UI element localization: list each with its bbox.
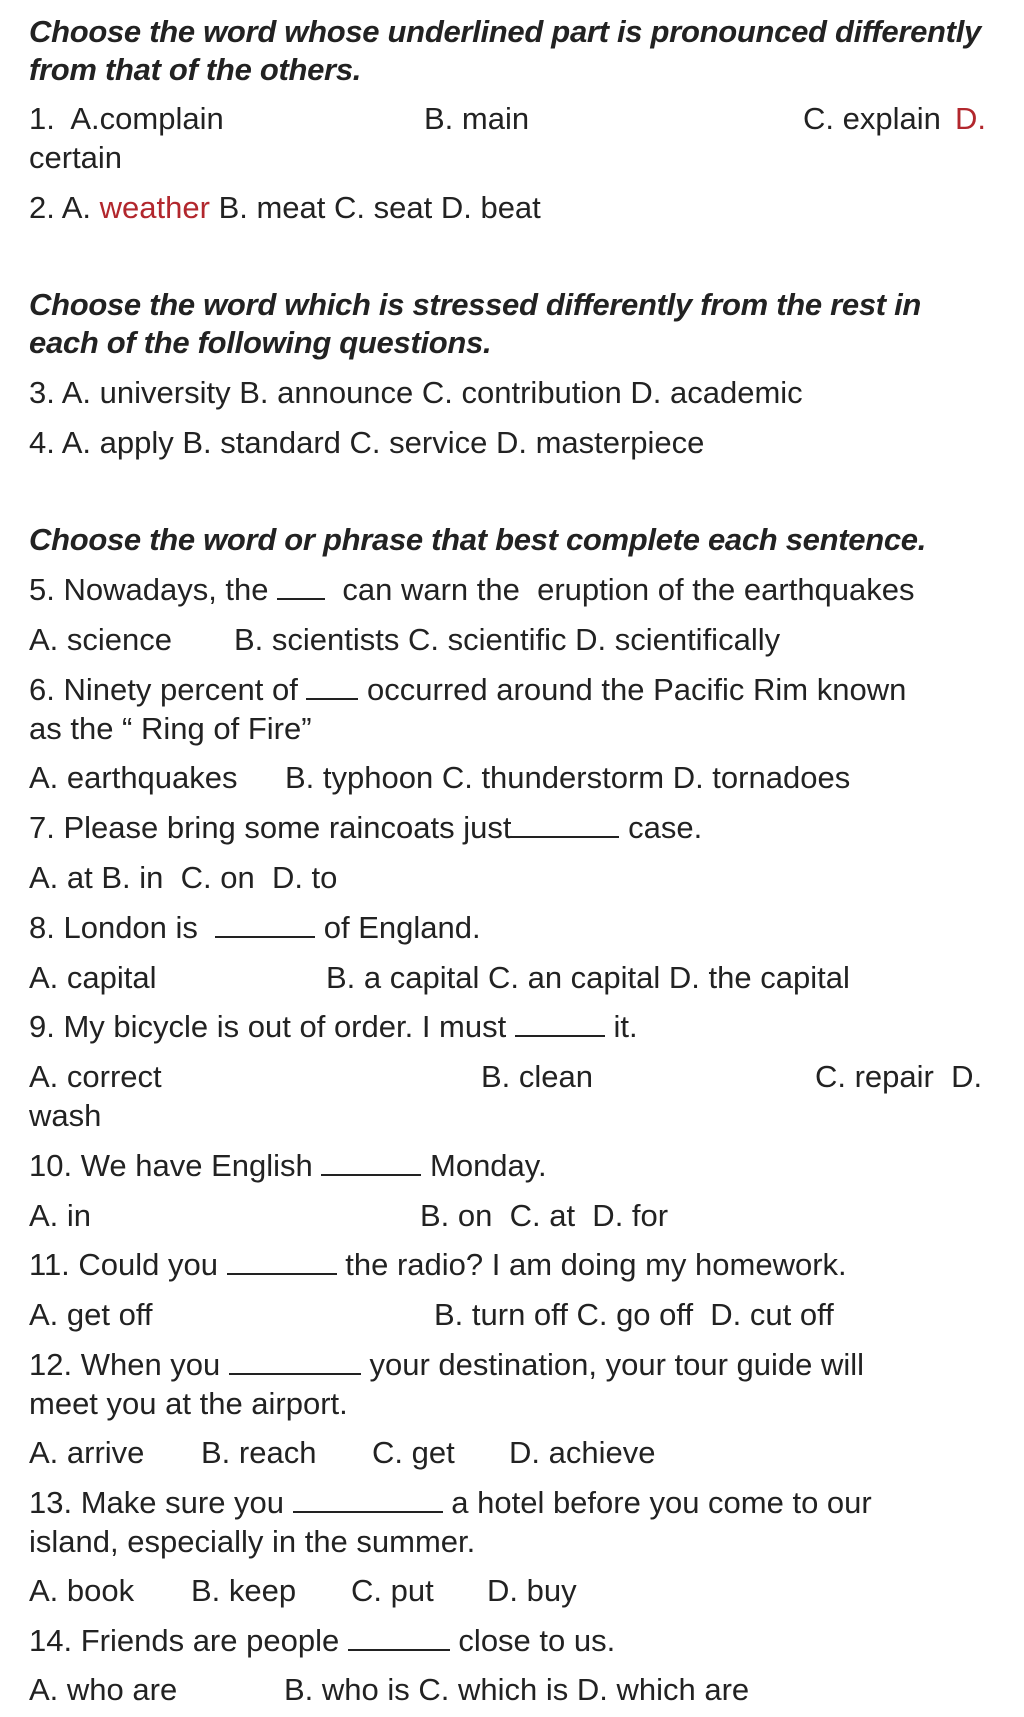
question-12-blank — [229, 1347, 361, 1375]
question-2-a-label: 2. A. — [29, 190, 100, 225]
question-6-stem: 6. Ninety percent of — [29, 672, 307, 707]
question-1-b: B. main — [424, 101, 530, 136]
question-12-line2: meet you at the airport. — [29, 1386, 348, 1421]
question-2 — [29, 188, 541, 227]
question-9-option-d: wash — [29, 1098, 102, 1133]
question-7-options: A. at B. in C. on D. to — [29, 860, 338, 895]
question-5-option-a: A. science — [29, 622, 173, 657]
question-9-option-a: A. correct — [29, 1059, 162, 1094]
question-10-option-a: A. in — [29, 1198, 92, 1233]
question-13-blank — [293, 1485, 443, 1513]
question-14-option-a: A. who are — [29, 1672, 178, 1707]
section-heading-completion: Choose the word or phrase that best complete each sentence. — [29, 522, 927, 557]
question-10 — [29, 1146, 547, 1185]
question-10-options: B. on C. at D. for — [420, 1198, 669, 1233]
question-12-option-a: A. arrive — [29, 1435, 145, 1470]
question-3: 3. A. university B. announce C. contribution D. academic — [29, 375, 803, 410]
question-14-blank — [348, 1623, 450, 1651]
question-13-option-c: C. put — [351, 1573, 434, 1608]
question-12-option-d: D. achieve — [509, 1435, 656, 1470]
question-6-blank — [306, 672, 358, 700]
question-12-option-c: C. get — [372, 1435, 455, 1470]
question-8-blank — [215, 910, 315, 938]
question-10-stem: 10. We have English — [29, 1148, 322, 1183]
question-12 — [29, 1345, 864, 1384]
question-11-stem-end: the radio? I am doing my homework. — [336, 1247, 847, 1282]
question-9-stem-end: it. — [604, 1009, 638, 1044]
question-9-stem: 9. My bicycle is out of order. I must — [29, 1009, 515, 1044]
question-5 — [29, 570, 915, 609]
question-13-stem-end: a hotel before you come to our — [442, 1485, 872, 1520]
question-5-stem: 5. Nowadays, the — [29, 572, 278, 607]
question-5-options: B. scientists C. scientific D. scientifically — [234, 622, 781, 657]
question-8-stem-end: of England. — [315, 910, 481, 945]
question-14-stem: 14. Friends are people — [29, 1623, 348, 1658]
question-8-options: B. a capital C. an capital D. the capital — [326, 960, 850, 995]
question-6-line2: as the “ Ring of Fire” — [29, 711, 312, 746]
section-heading-pronunciation-line2: from that of the others. — [29, 52, 362, 87]
question-8-stem: 8. London is — [29, 910, 216, 945]
question-1-d: certain — [29, 140, 123, 175]
question-6 — [29, 670, 906, 709]
question-11 — [29, 1245, 847, 1284]
question-1-c: C. explain — [803, 101, 941, 136]
question-9-option-c: C. repair D. — [815, 1059, 983, 1094]
question-7-stem-end: case. — [619, 810, 703, 845]
question-4: 4. A. apply B. standard C. service D. masterpiece — [29, 425, 705, 460]
question-1-a: 1. A.complain — [29, 101, 224, 136]
question-5-stem-end: can warn the eruption of the earthquakes — [325, 572, 915, 607]
question-8-option-a: A. capital — [29, 960, 157, 995]
question-8 — [29, 908, 481, 947]
question-13 — [29, 1483, 872, 1522]
question-2-a-word: weather — [99, 190, 210, 225]
question-1-d-letter: D. — [955, 101, 986, 136]
question-13-line2: island, especially in the summer. — [29, 1524, 476, 1559]
section-heading-pronunciation: Choose the word whose underlined part is pronounced differently — [29, 14, 981, 49]
question-7 — [29, 808, 702, 847]
question-9-blank — [515, 1009, 605, 1037]
question-14-stem-end: close to us. — [449, 1623, 616, 1658]
question-5-blank — [277, 572, 325, 600]
question-6-options: B. typhoon C. thunderstorm D. tornadoes — [285, 760, 851, 795]
section-heading-stress: Choose the word which is stressed differently from the rest in — [29, 287, 922, 322]
question-12-stem-end: your destination, your tour guide will — [360, 1347, 865, 1382]
question-13-stem: 13. Make sure you — [29, 1485, 293, 1520]
question-2-rest: B. meat C. seat D. beat — [209, 190, 541, 225]
question-14 — [29, 1621, 615, 1660]
question-10-stem-end: Monday. — [421, 1148, 547, 1183]
question-6-stem-end: occurred around the Pacific Rim known — [358, 672, 907, 707]
question-11-option-a: A. get off — [29, 1297, 153, 1332]
question-11-blank — [227, 1247, 337, 1275]
question-11-stem: 11. Could you — [29, 1247, 227, 1282]
question-6-option-a: A. earthquakes — [29, 760, 238, 795]
question-12-option-b: B. reach — [201, 1435, 317, 1470]
question-13-option-a: A. book — [29, 1573, 135, 1608]
question-9-option-b: B. clean — [481, 1059, 594, 1094]
question-7-blank — [511, 810, 619, 838]
question-10-blank — [321, 1148, 421, 1176]
question-12-stem: 12. When you — [29, 1347, 229, 1382]
question-7-stem: 7. Please bring some raincoats just — [29, 810, 512, 845]
question-11-options: B. turn off C. go off D. cut off — [434, 1297, 834, 1332]
section-heading-stress-line2: each of the following questions. — [29, 325, 492, 360]
question-13-option-b: B. keep — [191, 1573, 297, 1608]
question-14-options: B. who is C. which is D. which are — [284, 1672, 750, 1707]
question-13-option-d: D. buy — [487, 1573, 577, 1608]
question-9 — [29, 1007, 638, 1046]
